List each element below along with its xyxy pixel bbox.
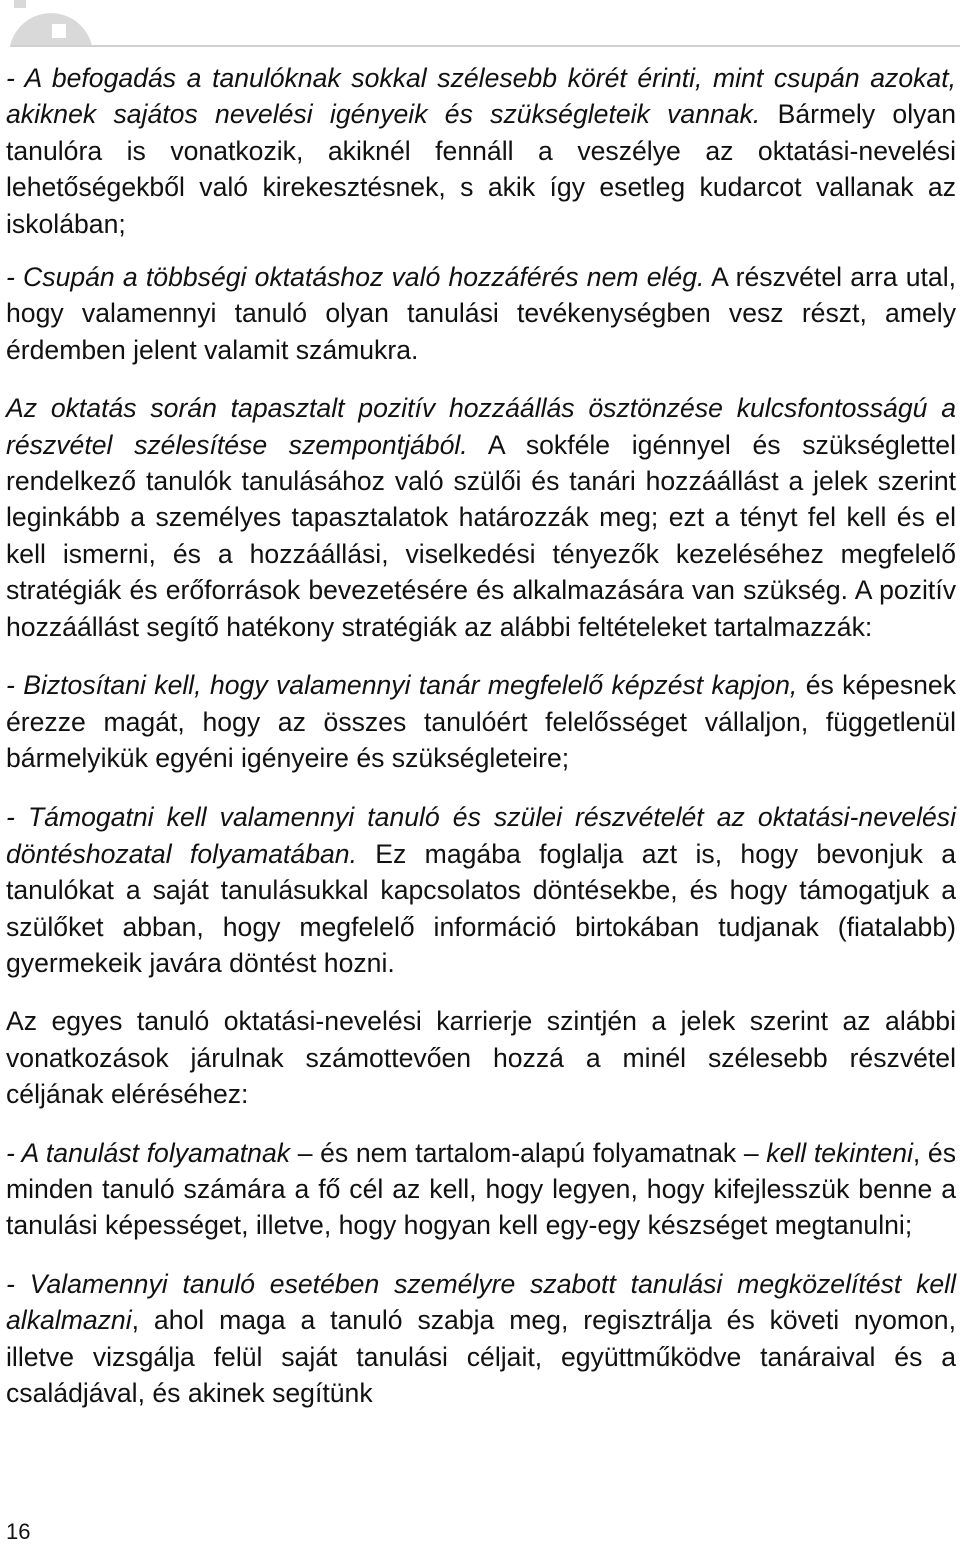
paragraph-participation: - Támogatni kell valamennyi tanuló és szülei részvételét az oktatási-nevelési döntéshozatal folyamatában. Ez magába foglalja azt is, hogy bevonjuk a tanulókat a saját tanulásukkal kapcsolatos döntésekbe, és hogy támogatjuk a szülőket abban, hogy megfelelő információ birtokában tudjanak (fiatalabb) gyermekeik javára döntést hozni.	[6, 802, 956, 978]
document-page	[6, 60, 956, 1411]
paragraph-learning-process: - A tanulást folyamatnak – és nem tartalom-alapú folyamatnak – kell tekinteni, és minden tanuló számára a fő cél az kell, hogy legyen, hogy kifejlesszük benne a tanulási képességet, illetve, hogy hogyan kell egy-egy készséget megtanulni;	[6, 1137, 957, 1241]
page-number: 16	[6, 1519, 31, 1544]
paragraph-teacher-training: - Biztosítani kell, hogy valamennyi tanár megfelelő képzést kapjon, és képesnek érezze magát, hogy az összes tanulóért felelősséget vállaljon, függetlenül bármelyikük egyéni igényeire és szükségleteire;	[6, 670, 956, 773]
paragraph-access: - Csupán a többségi oktatáshoz való hozzáférés nem elég. A részvétel arra utal, hogy valamennyi tanuló olyan tanulási tevékenységben vesz részt, amely érdemben jelent valamit számukra.	[6, 262, 956, 365]
paragraph-personalised-learning: - Valamennyi tanuló esetében személyre szabott tanulási megközelítést kell alkalmazni, ahol maga a tanuló szabja meg, regisztrálja és követi nyomon, illetve vizsgálja felül saját tanulási céljait, együttműködve tanáraival és a családjával, és akinek segítünk	[6, 1268, 956, 1408]
header-decoration	[0, 0, 960, 48]
paragraph-attitude: Az oktatás során tapasztalt pozitív hozzáállás ösztönzése kulcsfontosságú a részvétel szélesítése szempontjából. A sokféle igénnyel és szükséglettel rendelkező tanulók tanulásához való szülői és tanári hozzáállást a jelek szerint leginkább a személyes tapasztalatok határozzák meg; ezt a tényt fel kell és el kell ismerni, és a hozzáállási, viselkedési tényezők kezeléséhez megfelelő stratégiák és erőforrások bevezetésére és alkalmazására van szükség. A pozitív hozzáállást segítő hatékony stratégiák az alábbi feltételeket tartalmazzák:	[6, 393, 956, 642]
paragraph-career-level: Az egyes tanuló oktatási-nevelési karrierje szintjén a jelek szerint az alábbi vonatkozások járulnak számottevően hozzá a minél szélesebb részvétel céljának eléréséhez:	[6, 1006, 956, 1110]
paragraph-inclusion: - A befogadás a tanulóknak sokkal szélesebb körét érinti, mint csupán azokat, akiknek sajátos nevelési igényeik és szükségleteik vannak. Bármely olyan tanulóra is vonatkozik, akiknél fennáll a veszélye az oktatási-nevelési lehetőségekből való kirekesztésnek, s akik így esetleg kudarcot vallanak az iskolában;	[6, 63, 956, 239]
